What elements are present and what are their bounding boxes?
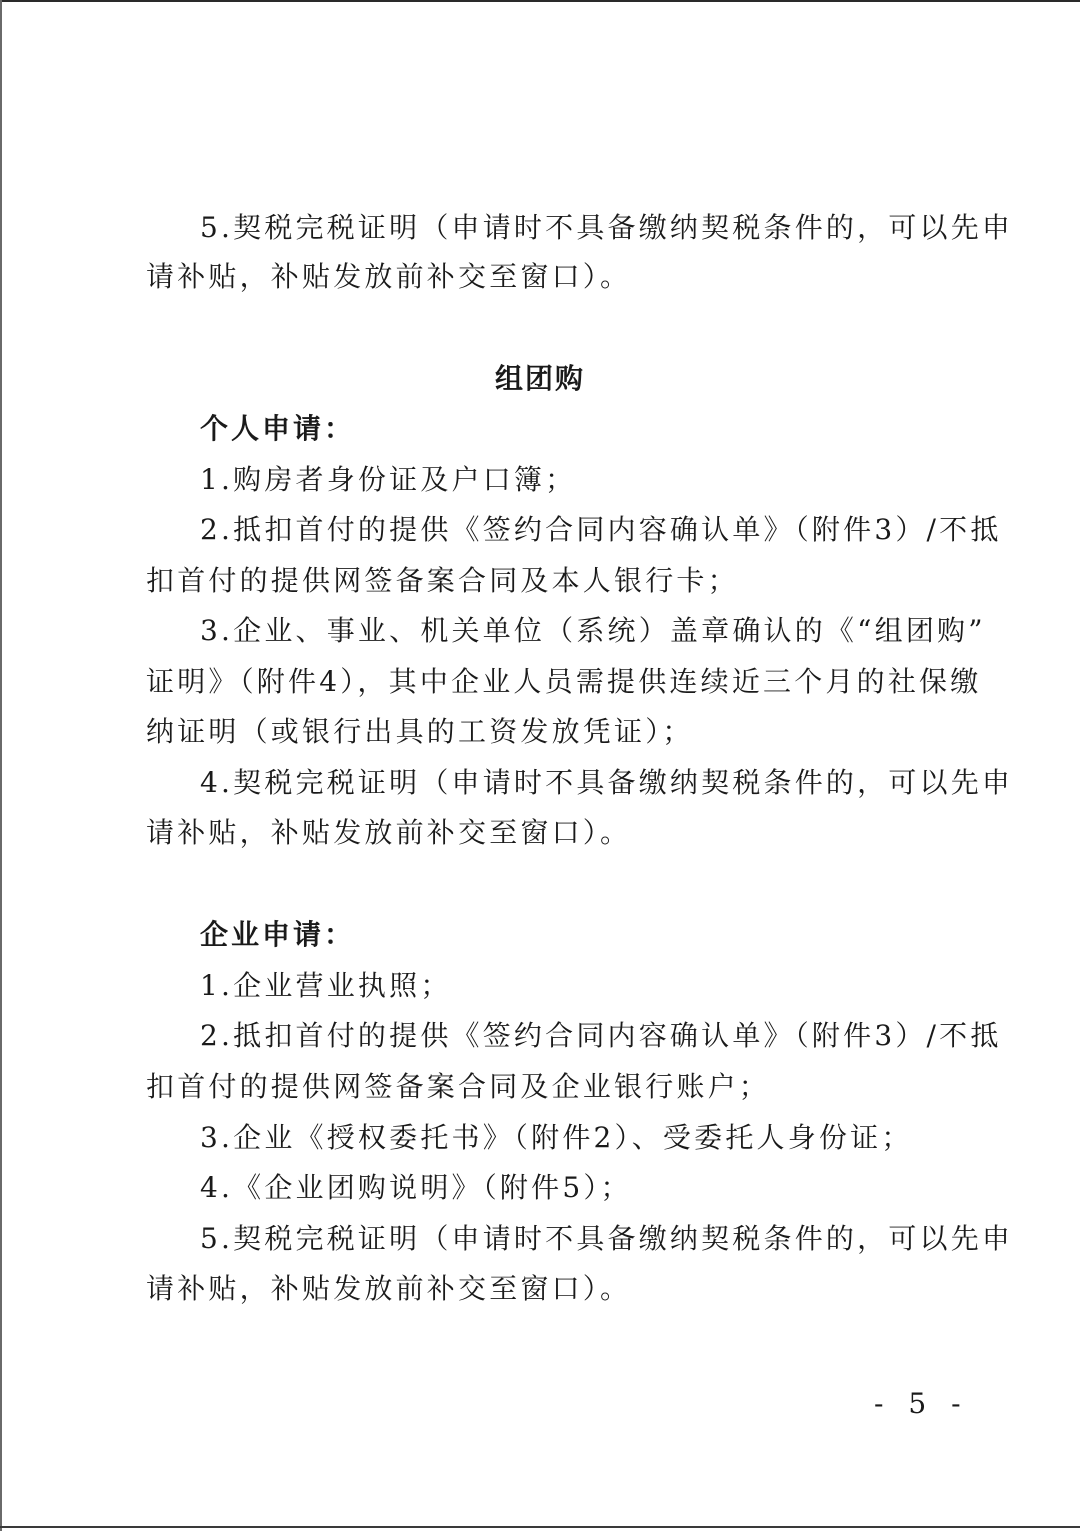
prev-item5-line1: 5.契税完税证明（申请时不具备缴纳契税条件的，可以先申 [200, 211, 1014, 244]
personal-item3-line3: 纳证明（或银行出具的工资发放凭证）； [146, 715, 694, 748]
personal-item1: 1.购房者身份证及户口簿； [200, 463, 577, 496]
personal-item3-line2: 证明》（附件4），其中企业人员需提供连续近三个月的社保缴 [146, 665, 982, 698]
enterprise-item4: 4.《企业团购说明》（附件5）； [200, 1171, 632, 1204]
prev-item5-line2: 请补贴，补贴发放前补交至窗口）。 [146, 260, 632, 293]
page-number: - 5 - [874, 1387, 969, 1420]
personal-item4-line1: 4.契税完税证明（申请时不具备缴纳契税条件的，可以先申 [200, 766, 1014, 799]
enterprise-item3: 3.企业《授权委托书》（附件2）、受委托人身份证； [200, 1121, 913, 1154]
enterprise-heading: 企业申请： [200, 918, 356, 951]
personal-item4-line2: 请补贴，补贴发放前补交至窗口）。 [146, 816, 632, 849]
scan-top-edge [0, 0, 1080, 2]
enterprise-item5-line2: 请补贴，补贴发放前补交至窗口）。 [146, 1272, 632, 1305]
personal-heading: 个人申请： [200, 412, 356, 445]
personal-item2-line1: 2.抵扣首付的提供《签约合同内容确认单》（附件3）/不抵 [200, 513, 1002, 546]
enterprise-item5-line1: 5.契税完税证明（申请时不具备缴纳契税条件的，可以先申 [200, 1222, 1014, 1255]
enterprise-item2-line2: 扣首付的提供网签备案合同及企业银行账户； [146, 1070, 771, 1103]
enterprise-item1: 1.企业营业执照； [200, 969, 452, 1002]
section-title: 组团购 [494, 362, 585, 395]
enterprise-item2-line1: 2.抵扣首付的提供《签约合同内容确认单》（附件3）/不抵 [200, 1019, 1002, 1052]
personal-item3-line1: 3.企业、事业、机关单位（系统）盖章确认的《“组团购” [200, 614, 986, 647]
scan-left-edge [0, 0, 2, 1531]
personal-item2-line2: 扣首付的提供网签备案合同及本人银行卡； [146, 564, 739, 597]
scan-bottom-edge [0, 1526, 1080, 1528]
